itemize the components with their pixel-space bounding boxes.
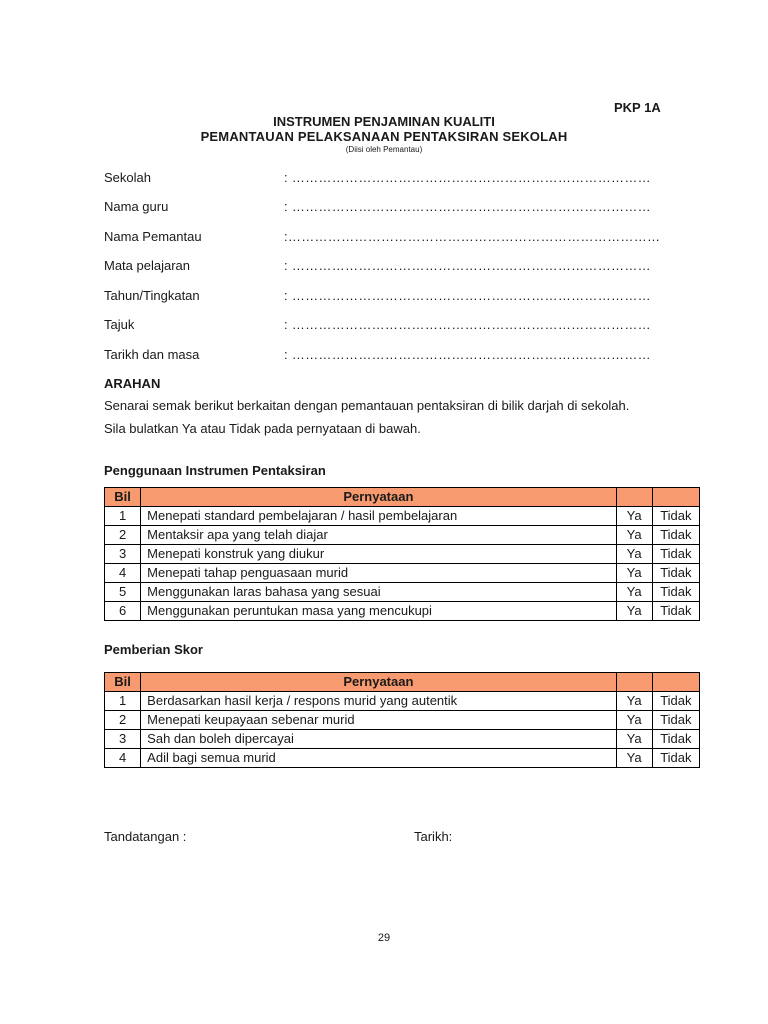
row-number: 3 <box>105 730 141 749</box>
table-row <box>105 583 700 602</box>
option-tidak[interactable]: Tidak <box>652 507 699 526</box>
option-tidak[interactable]: Tidak <box>652 692 699 711</box>
arahan-heading: ARAHAN <box>104 376 161 391</box>
arahan-line-1: Senarai semak berikut berkaitan dengan pemantauan pentaksiran di bilik darjah di sekolah. <box>104 398 630 413</box>
page-number: 29 <box>377 932 391 944</box>
row-statement: Berdasarkan hasil kerja / respons murid yang autentik <box>141 692 616 711</box>
title-line-1: INSTRUMEN PENJAMINAN KUALITI <box>273 114 495 129</box>
row-number: 2 <box>105 526 141 545</box>
row-statement: Menepati keupayaan sebenar murid <box>141 711 616 730</box>
row-number: 3 <box>105 545 141 564</box>
option-tidak[interactable]: Tidak <box>652 749 699 768</box>
table-row <box>105 545 700 564</box>
option-ya[interactable]: Ya <box>616 692 652 711</box>
option-ya[interactable]: Ya <box>616 730 652 749</box>
table-row <box>105 730 700 749</box>
section-2-heading: Pemberian Skor <box>104 642 203 657</box>
subtitle: (Diisi oleh Pemantau) <box>345 145 423 154</box>
section-1-table <box>104 487 700 621</box>
option-ya[interactable]: Ya <box>616 711 652 730</box>
row-number: 1 <box>105 692 141 711</box>
option-tidak[interactable]: Tidak <box>652 526 699 545</box>
col-bil: Bil <box>105 488 141 507</box>
section-1-heading: Penggunaan Instrumen Pentaksiran <box>104 463 326 478</box>
col-statement: Pernyataan <box>141 673 616 692</box>
arahan-line-2: Sila bulatkan Ya atau Tidak pada pernyataan di bawah. <box>104 421 421 436</box>
table-row <box>105 711 700 730</box>
table-row <box>105 692 700 711</box>
field-label: Nama guru <box>104 199 169 214</box>
table-row <box>105 602 700 621</box>
title-line-2: PEMANTAUAN PELAKSANAAN PENTAKSIRAN SEKOLAH <box>200 129 568 144</box>
date-label: Tarikh: <box>414 829 453 844</box>
col-tidak <box>652 488 699 507</box>
field-label: Sekolah <box>104 170 151 185</box>
col-ya <box>616 488 652 507</box>
option-ya[interactable]: Ya <box>616 526 652 545</box>
field-nama-pemantau <box>104 229 664 247</box>
field-mata-pelajaran <box>104 258 664 276</box>
row-statement: Menepati konstruk yang diukur <box>141 545 616 564</box>
col-ya <box>616 673 652 692</box>
field-label: Nama Pemantau <box>104 229 202 244</box>
field-fill-line: : ……………………………………………………………………… <box>284 317 651 332</box>
field-tahun-tingkatan <box>104 288 664 306</box>
row-number: 2 <box>105 711 141 730</box>
field-fill-line: : ……………………………………………………………………… <box>284 347 651 362</box>
option-ya[interactable]: Ya <box>616 583 652 602</box>
row-number: 6 <box>105 602 141 621</box>
section-2-table <box>104 672 700 768</box>
row-statement: Menggunakan laras bahasa yang sesuai <box>141 583 616 602</box>
row-statement: Menepati tahap penguasaan murid <box>141 564 616 583</box>
field-tarikh-masa <box>104 347 664 365</box>
form-code: PKP 1A <box>614 100 661 115</box>
row-number: 4 <box>105 564 141 583</box>
option-ya[interactable]: Ya <box>616 507 652 526</box>
field-sekolah <box>104 170 664 188</box>
table-row <box>105 526 700 545</box>
field-fill-line: :………………………………………………………………………… <box>284 229 661 244</box>
table-row <box>105 749 700 768</box>
table-header-row <box>105 488 700 507</box>
option-ya[interactable]: Ya <box>616 564 652 583</box>
row-number: 5 <box>105 583 141 602</box>
field-fill-line: : ……………………………………………………………………… <box>284 170 651 185</box>
field-nama-guru <box>104 199 664 217</box>
option-tidak[interactable]: Tidak <box>652 711 699 730</box>
table-header-row <box>105 673 700 692</box>
field-tajuk <box>104 317 664 335</box>
col-statement: Pernyataan <box>141 488 616 507</box>
row-statement: Sah dan boleh dipercayai <box>141 730 616 749</box>
option-tidak[interactable]: Tidak <box>652 602 699 621</box>
table-row <box>105 507 700 526</box>
col-tidak <box>652 673 699 692</box>
row-statement: Adil bagi semua murid <box>141 749 616 768</box>
field-fill-line: : ……………………………………………………………………… <box>284 288 651 303</box>
option-tidak[interactable]: Tidak <box>652 545 699 564</box>
col-bil: Bil <box>105 673 141 692</box>
field-label: Mata pelajaran <box>104 258 190 273</box>
option-ya[interactable]: Ya <box>616 545 652 564</box>
option-ya[interactable]: Ya <box>616 602 652 621</box>
row-statement: Mentaksir apa yang telah diajar <box>141 526 616 545</box>
row-number: 1 <box>105 507 141 526</box>
table-row <box>105 564 700 583</box>
field-fill-line: : ……………………………………………………………………… <box>284 199 651 214</box>
field-fill-line: : ……………………………………………………………………… <box>284 258 651 273</box>
option-ya[interactable]: Ya <box>616 749 652 768</box>
option-tidak[interactable]: Tidak <box>652 730 699 749</box>
row-statement: Menepati standard pembelajaran / hasil pembelajaran <box>141 507 616 526</box>
option-tidak[interactable]: Tidak <box>652 564 699 583</box>
signature-label: Tandatangan : <box>104 829 187 844</box>
field-label: Tahun/Tingkatan <box>104 288 200 303</box>
row-number: 4 <box>105 749 141 768</box>
option-tidak[interactable]: Tidak <box>652 583 699 602</box>
row-statement: Menggunakan peruntukan masa yang mencukupi <box>141 602 616 621</box>
field-label: Tarikh dan masa <box>104 347 200 362</box>
field-label: Tajuk <box>104 317 135 332</box>
